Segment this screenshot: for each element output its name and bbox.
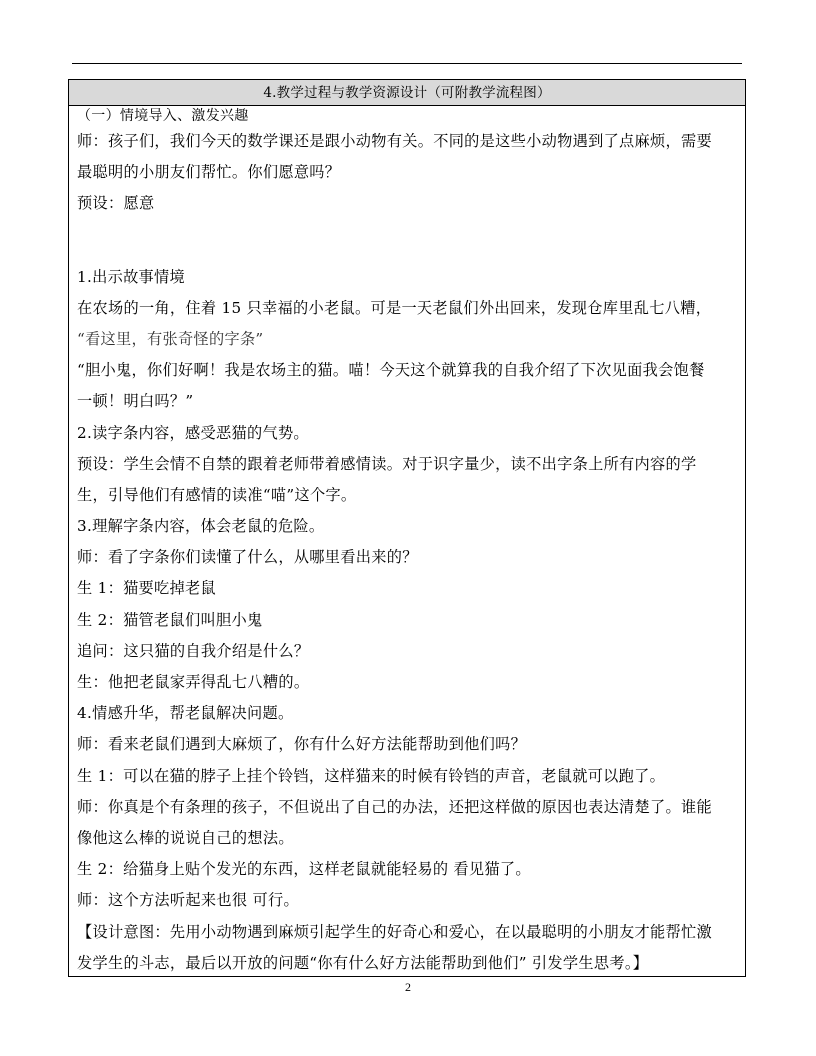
step-heading: 2.读字条内容，感受恶猫的气势。 (77, 423, 309, 442)
text-line: 追问：这只猫的自我介绍是什么？ (77, 641, 310, 660)
step-heading: 1.出示故事情境 (77, 267, 186, 286)
text-line: 生 2：猫管老鼠们叫胆小鬼 (77, 610, 263, 629)
design-intent-line: 发学生的斗志，最后以开放的问题“你有什么好方法能帮助到他们” 引发学生思考。】 (77, 953, 649, 972)
text-line: 师：看来老鼠们遇到大麻烦了，你有什么好方法能帮助到他们吗？ (77, 735, 527, 754)
section-heading: （一）情境导入、激发兴趣 (77, 108, 249, 124)
header-rule (72, 63, 742, 64)
table-header: 4.教学过程与教学资源设计（可附教学流程图） (69, 80, 745, 106)
page-number: 2 (405, 980, 411, 994)
text-line: 生，引导他们有感情的读准“喵”这个字。 (77, 485, 357, 504)
text-line: 生 2：给猫身上贴个发光的东西，这样老鼠就能轻易的 看见猫了。 (77, 860, 531, 879)
step-heading: 3.理解字条内容，体会老鼠的危险。 (77, 517, 325, 536)
text-line: 在农场的一角，住着 15 只幸福的小老鼠。可是一天老鼠们外出回来，发现仓库里乱七八糟， (77, 298, 712, 317)
text-line: 师：孩子们，我们今天的数学课还是跟小动物有关。不同的是这些小动物遇到了点麻烦，需要 (77, 132, 712, 150)
text-line: 师：这个方法听起来也很 可行。 (77, 891, 299, 910)
text-line: 生 1：猫要吃掉老鼠 (77, 579, 216, 598)
text-line: 最聪明的小朋友们帮忙。你们愿意吗？ (77, 163, 341, 182)
text-line: 预设：愿意 (77, 194, 155, 213)
step-heading: 4.情感升华，帮老鼠解决问题。 (77, 704, 294, 723)
text-line: “胆小鬼，你们好啊！我是农场主的猫。喵！今天这个就算我的自我介绍了下次见面我会饱餐 (77, 361, 705, 380)
text-line: 预设：学生会情不自禁的跟着老师带着感情读。对于识字量少，读不出字条上所有内容的学 (77, 454, 697, 473)
text-line: 师：你真是个有条理的孩子，不但说出了自己的办法，还把这样做的原因也表达清楚了。谁能 (77, 797, 712, 816)
text-line: 生 1：可以在猫的脖子上挂个铃铛，这样猫来的时候有铃铛的声音，老鼠就可以跑了。 (77, 766, 666, 785)
text-line: “看这里，有张奇怪的字条” (77, 329, 264, 348)
table-content (69, 106, 745, 979)
text-line: 师：看了字条你们读懂了什么，从哪里看出来的？ (77, 548, 418, 567)
blank-line (77, 220, 745, 262)
lesson-table (68, 79, 746, 977)
text-line: 一顿！明白吗？” (77, 392, 194, 411)
text-line: 生：他把老鼠家弄得乱七八糟的。 (77, 673, 310, 691)
text-line: 像他这么棒的说说自己的想法。 (77, 828, 294, 847)
design-intent-line: 【设计意图：先用小动物遇到麻烦引起学生的好奇心和爱心，在以最聪明的小朋友才能帮忙激 (77, 922, 712, 941)
